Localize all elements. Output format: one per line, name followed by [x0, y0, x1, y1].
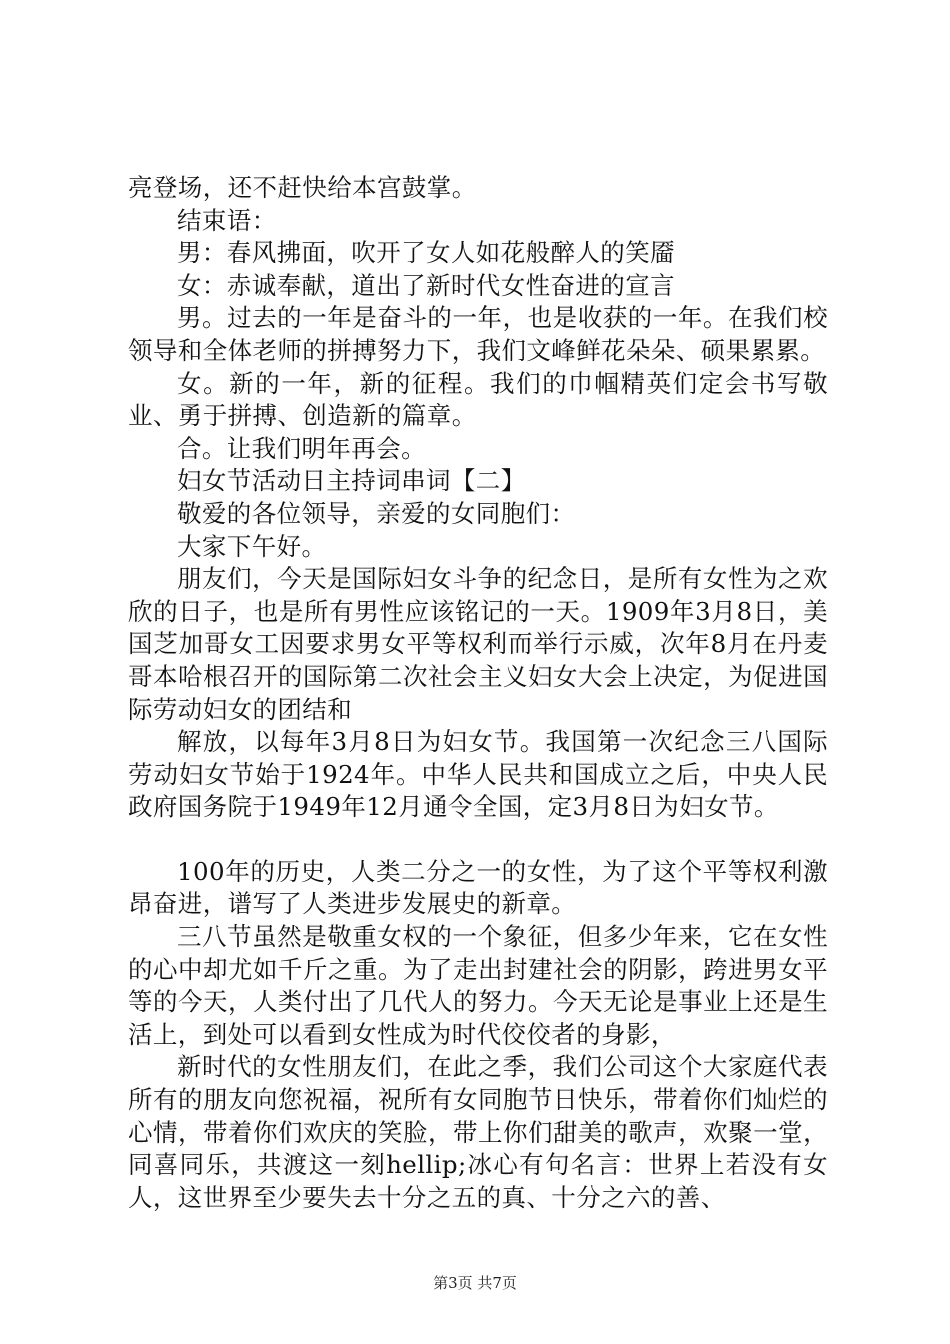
paragraph: 亮登场，还不赶快给本宫鼓掌。 [128, 173, 477, 202]
paragraph: 新时代的女性朋友们，在此之季，我们公司这个大家庭代表所有的朋友向您祝福，祝所有女同胞节日快乐，带着你们灿烂的心情，带着你们欢庆的笑脸，带上你们甜美的歌声，欢聚一堂，同喜同乐，共渡这一刻hellip;冰心有句名言：世界上若没有女人，这世界至少要失去十分之五的真、十分之六的善、 [128, 1052, 828, 1212]
paragraph: 朋友们，今天是国际妇女斗争的纪念日，是所有女性为之欢欣的日子，也是所有男性应该铭记的一天。1909年3月8日，美国芝加哥女工因要求男女平等权利而举行示威，次年8月在丹麦哥本哈根召开的国际第二次社会主义妇女大会上决定，为促进国际劳动妇女的团结和 [128, 564, 828, 724]
page-number: 第3页 共7页 [433, 1274, 517, 1292]
paragraph: 解放，以每年3月8日为妇女节。我国第一次纪念三八国际劳动妇女节始于1924年。中华人民共和国成立之后，中央人民政府国务院于1949年12月通令全国，定3月8日为妇女节。 [128, 727, 828, 822]
paragraph: 合。让我们明年再会。 [177, 433, 426, 463]
paragraph: 男：春风拂面，吹开了女人如花般醉人的笑靥 [177, 238, 675, 268]
section-heading: 妇女节活动日主持词串词【二】 [177, 466, 526, 496]
paragraph: 结束语： [177, 205, 277, 235]
paragraph: 三八节虽然是敬重女权的一个象征，但多少年来，它在女性的心中却尤如千斤之重。为了走出封建社会的阴影，跨进男女平等的今天，人类付出了几代人的努力。今天无论是事业上还是生活上，到处可以看到女性成为时代佼佼者的身影， [128, 922, 828, 1049]
paragraph: 敬爱的各位领导，亲爱的女同胞们： [177, 498, 576, 528]
paragraph: 男。过去的一年是奋斗的一年，也是收获的一年。在我们校领导和全体老师的拼搏努力下，我们文峰鲜花朵朵、硕果累累。 [128, 303, 828, 365]
paragraph: 女。新的一年，新的征程。我们的巾帼精英们定会书写敬业、勇于拼搏、创造新的篇章。 [128, 368, 828, 431]
paragraph: 100年的历史，人类二分之一的女性，为了这个平等权利激昂奋进，谱写了人类进步发展史的新章。 [128, 856, 828, 919]
document-body [128, 172, 828, 1214]
paragraph: 女：赤诚奉献，道出了新时代女性奋进的宣言 [177, 270, 675, 300]
paragraph: 大家下午好。 [177, 531, 327, 561]
